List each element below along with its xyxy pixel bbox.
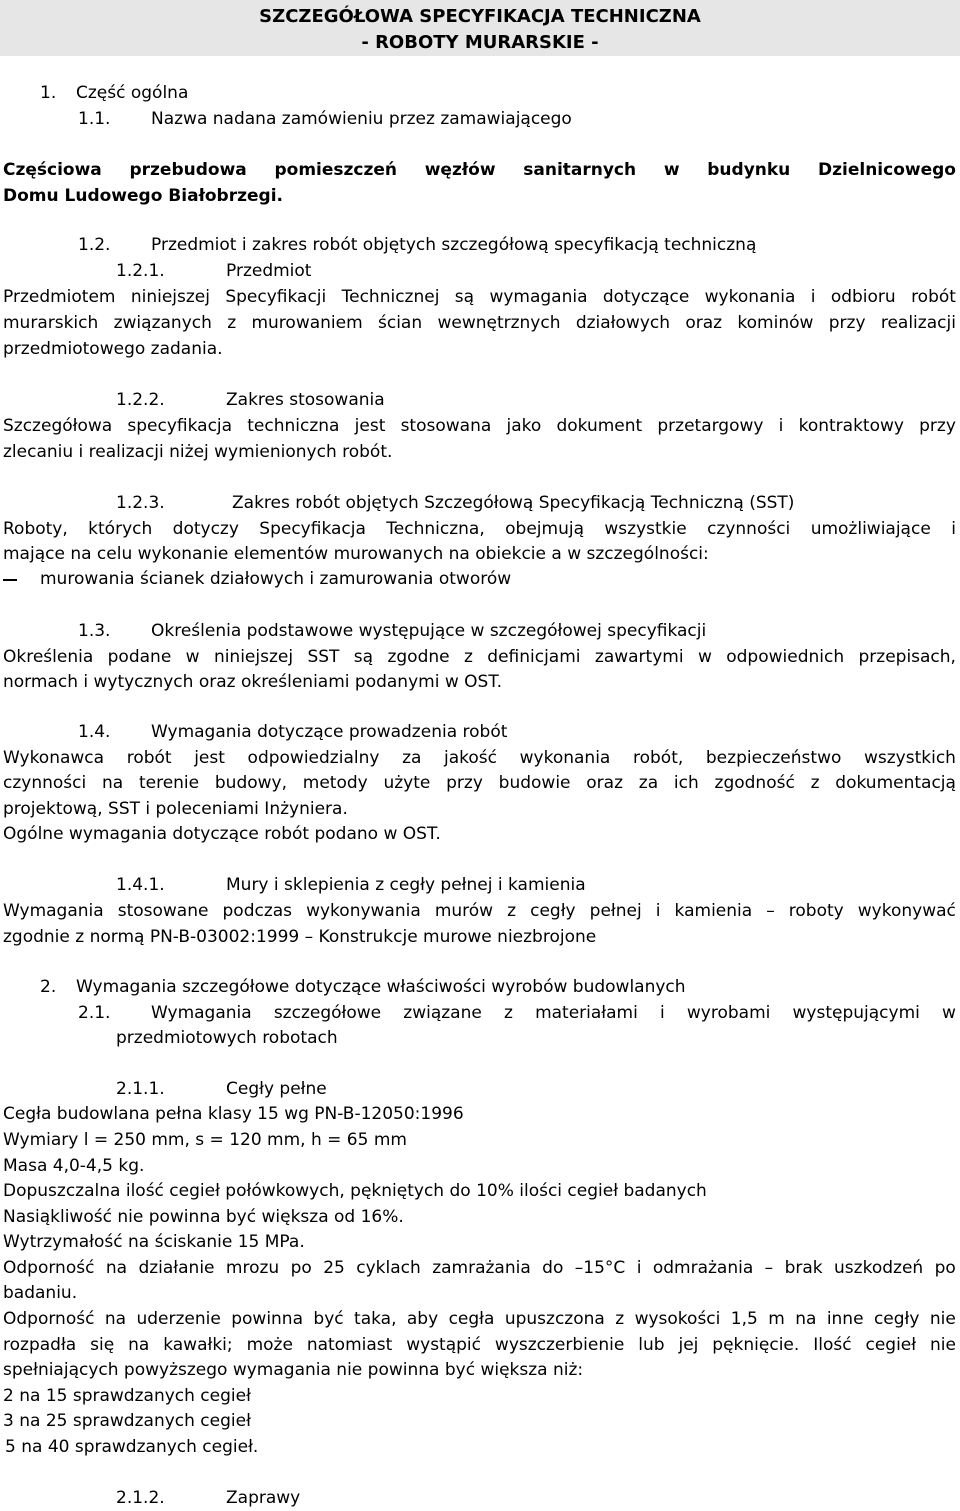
paragraph-line: spełniających powyższego wymagania nie powinna być większa niż: [3,1360,584,1380]
project-name-word: Częściowa [3,160,102,180]
document-title: SZCZEGÓŁOWA SPECYFIKACJA TECHNICZNA [259,6,701,27]
title-box [0,0,960,56]
paragraph-line: murarskich związanych z murowaniem ścian wewnętrznych działowych oraz kominów przy realizacji [3,313,956,333]
spec-line: Masa 4,0-4,5 kg. [3,1156,145,1176]
section-number: 2.1. [78,1003,111,1023]
section-number: 1. [40,83,57,103]
section-title: Wymagania szczegółowe związane z materiałami i wyrobami występującymi w [151,1003,956,1023]
section-title-continued: przedmiotowych robotach [116,1028,338,1048]
bullet-dash [3,579,17,581]
bullet-item: murowania ścianek działowych i zamurowania otworów [40,569,512,589]
paragraph-line: Przedmiotem niniejszej Specyfikacji Technicznej są wymagania dotyczące wykonania i odbioru robót [3,287,956,307]
project-name-word: przebudowa [129,160,247,180]
section-number: 1.2.3. [116,493,165,513]
paragraph-line: przedmiotowego zadania. [3,339,223,359]
project-name-word: sanitarnych [523,160,637,180]
section-title: Wymagania dotyczące prowadzenia robót [151,722,508,742]
project-name-word: budynku [707,160,791,180]
section-number: 2.1.2. [116,1488,165,1508]
count-line: 2 na 15 sprawdzanych cegieł [3,1386,251,1406]
section-title: Mury i sklepienia z cegły pełnej i kamienia [226,875,586,895]
section-title: Zakres stosowania [226,390,385,410]
section-number: 1.2.2. [116,390,165,410]
paragraph-line: Wykonawca robót jest odpowiedzialny za jakość wykonania robót, bezpieczeństwo wszystkich [3,748,956,768]
paragraph-line: zgodnie z normą PN-B-03002:1999 – Konstrukcje murowe niezbrojone [3,927,597,947]
document-subtitle: - ROBOTY MURARSKIE - [361,32,599,53]
section-title: Wymagania szczegółowe dotyczące właściwości wyrobów budowlanych [76,977,686,997]
paragraph-line: Szczegółowa specyfikacja techniczna jest stosowana jako dokument przetargowy i kontraktowy przy [3,416,956,436]
section-number: 1.3. [78,621,111,641]
paragraph-line: zlecaniu i realizacji niżej wymienionych robót. [3,442,393,462]
section-number: 1.4. [78,722,111,742]
project-name-word: pomieszczeń [274,160,398,180]
count-line: 3 na 25 sprawdzanych cegieł [3,1411,251,1431]
project-name-word: Dzielnicowego [818,160,956,180]
paragraph-line: badaniu. [3,1283,78,1303]
spec-line: Wymiary l = 250 mm, s = 120 mm, h = 65 mm [3,1130,407,1150]
paragraph-line: rozpadła się na kawałki; może natomiast wystąpić wyszczerbienie lub jej pęknięcie. Ilość cegieł nie [3,1335,956,1355]
paragraph-line: Określenia podane w niniejszej SST są zgodne z definicjami zawartymi w odpowiednich przepisach, [3,647,956,667]
spec-line: Wytrzymałość na ściskanie 15 MPa. [3,1232,305,1252]
section-title: Przedmiot i zakres robót objętych szczegółową specyfikacją techniczną [151,235,757,255]
paragraph-line: czynności na terenie budowy, metody użyte przy budowie oraz za ich zgodność z dokumentacją [3,773,956,793]
section-title: Przedmiot [226,261,312,281]
section-number: 1.2. [78,235,111,255]
paragraph-line: Ogólne wymagania dotyczące robót podano w OST. [3,824,441,844]
paragraph-line: Wymagania stosowane podczas wykonywania murów z cegły pełnej i kamienia – roboty wykonywać [3,901,956,921]
paragraph-line: mające na celu wykonanie elementów murowanych na obiekcie a w szczególności: [3,544,709,564]
section-number: 1.2.1. [116,261,165,281]
section-number: 2. [40,977,57,997]
section-title: Zakres robót objętych Szczegółową Specyfikacją Techniczną (SST) [232,493,795,513]
paragraph-line: Odporność na działanie mrozu po 25 cyklach zamrażania do –15°C i odmrażania – brak uszkodzeń po [3,1258,956,1278]
spec-line: Dopuszczalna ilość cegieł połówkowych, pękniętych do 10% ilości cegieł badanych [3,1181,707,1201]
paragraph-line: projektową, SST i poleceniami Inżyniera. [3,799,348,819]
spec-line: Cegła budowlana pełna klasy 15 wg PN-B-12050:1996 [3,1104,464,1124]
project-name-line-1 [3,158,956,182]
section-number: 1.1. [78,109,111,129]
section-number: 2.1.1. [116,1079,165,1099]
section-title: Nazwa nadana zamówieniu przez zamawiającego [151,109,572,129]
project-name-line-2: Domu Ludowego Białobrzegi. [3,186,283,206]
paragraph-line: normach i wytycznych oraz określeniami podanymi w OST. [3,672,503,692]
project-name-word: węzłów [424,160,496,180]
section-title: Określenia podstawowe występujące w szczegółowej specyfikacji [151,621,707,641]
section-title: Cegły pełne [226,1079,327,1099]
section-number: 1.4.1. [116,875,165,895]
paragraph-line: Odporność na uderzenie powinna być taka, aby cegła upuszczona z wysokości 1,5 m na inne cegły nie [3,1309,956,1329]
spec-line: Nasiąkliwość nie powinna być większa od 16%. [3,1207,404,1227]
section-title: Część ogólna [76,83,189,103]
count-line: 5 na 40 sprawdzanych cegieł. [5,1437,259,1457]
project-name-word: w [663,160,680,180]
paragraph-line: Roboty, których dotyczy Specyfikacja Techniczna, obejmują wszystkie czynności umożliwiające i [3,519,956,539]
section-title: Zaprawy [226,1488,301,1508]
